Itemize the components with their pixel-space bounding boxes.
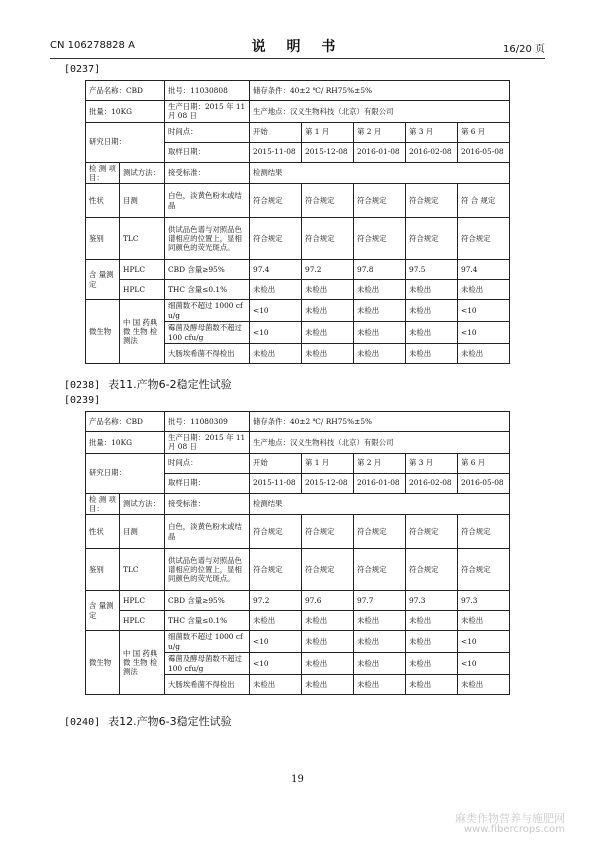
item-microbiology: 微生物 — [86, 631, 120, 695]
result-cell: 97.3 — [406, 591, 458, 611]
method-pharmacopoeia: 中 国 药典 微 生物 检 测法 — [120, 300, 165, 364]
result-cell: 未检出 — [406, 653, 458, 675]
watermark-title: 麻类作物营养与施肥网 — [455, 812, 565, 825]
paragraph-0240 — [64, 713, 232, 729]
watermark-url: www.fibercrops.com — [463, 824, 565, 835]
result-cell: 未检出 — [250, 344, 302, 364]
result-cell: 未检出 — [406, 344, 458, 364]
batch-number: 批号：11030808 — [165, 81, 250, 101]
result-cell: 未检出 — [354, 653, 406, 675]
result-cell: 未检出 — [458, 344, 510, 364]
paragraph-number: [0239] — [64, 395, 101, 406]
criteria-thc: THC 含量≤0.1% — [165, 611, 250, 631]
result-cell: 未检出 — [406, 611, 458, 631]
item-identification: 鉴别 — [86, 218, 120, 260]
criteria-thc: THC 含量≤0.1% — [165, 280, 250, 300]
study-date-label: 研究日期： — [86, 453, 165, 493]
batch-size: 批量：10KG — [86, 101, 165, 123]
result-cell: 未检出 — [458, 675, 510, 695]
result-cell: 未检出 — [354, 280, 406, 300]
criteria-ecoli: 大肠埃希菌不得检出 — [165, 675, 250, 695]
method-visual: 目测 — [120, 515, 165, 549]
result-cell: 97.6 — [302, 591, 354, 611]
method-tlc: TLC — [120, 549, 165, 591]
time-point: 第 1 月 — [302, 122, 354, 142]
result-cell: 未检出 — [354, 611, 406, 631]
method-tlc: TLC — [120, 218, 165, 260]
test-item-header: 检 测 项目： — [86, 162, 120, 184]
storage-conditions: 储存条件：40±2 ℃/ RH75%±5% — [250, 81, 510, 101]
result-cell: 未检出 — [406, 300, 458, 322]
criteria-identification: 供试品色谱与对照品色谱相应的位置上，显相同颜色的荧光斑点。 — [165, 218, 250, 260]
result-cell: 符合规定 — [406, 515, 458, 549]
item-identification: 鉴别 — [86, 549, 120, 591]
result-cell: 符合规定 — [302, 184, 354, 218]
results-header: 检测结果 — [250, 162, 510, 184]
method-hplc: HPLC — [120, 280, 165, 300]
result-cell: <10 — [458, 300, 510, 322]
criteria-header: 接受标准： — [165, 493, 250, 515]
paragraph-0239 — [64, 395, 100, 406]
result-cell: 97.7 — [354, 591, 406, 611]
criteria-header: 接受标准： — [165, 162, 250, 184]
criteria-bacteria: 细菌数不超过 1000 cfu/g — [165, 300, 250, 322]
criteria-mold-yeast: 霉菌及酵母菌数不超过 100 cfu/g — [165, 653, 250, 675]
document-title: 说 明 书 — [251, 39, 344, 55]
result-cell: 未检出 — [302, 300, 354, 322]
result-cell: 未检出 — [250, 280, 302, 300]
batch-size: 批量：10KG — [86, 432, 165, 454]
time-point: 第 1 月 — [302, 453, 354, 473]
result-cell: 97.3 — [458, 591, 510, 611]
result-cell: 97.8 — [354, 260, 406, 280]
results-header: 检测结果 — [250, 493, 510, 515]
method-hplc: HPLC — [120, 260, 165, 280]
paragraph-0237 — [64, 64, 100, 75]
test-item-header: 检 测 项目： — [86, 493, 120, 515]
result-cell: 未检出 — [406, 322, 458, 344]
result-cell: 符合规定 — [302, 515, 354, 549]
item-traits: 性状 — [86, 515, 120, 549]
criteria-cbd: CBD 含量≥95% — [165, 591, 250, 611]
time-point: 开始 — [250, 122, 302, 142]
paragraph-number: [0240] — [64, 717, 101, 728]
result-cell: 未检出 — [458, 611, 510, 631]
result-cell: 97.4 — [250, 260, 302, 280]
time-point: 第 2 月 — [354, 122, 406, 142]
storage-conditions: 储存条件：40±2 ℃/ RH75%±5% — [250, 412, 510, 432]
product-name: 产品名称：CBD — [86, 81, 165, 101]
result-cell: 未检出 — [250, 611, 302, 631]
result-cell: <10 — [458, 631, 510, 653]
result-cell: <10 — [458, 322, 510, 344]
result-cell: 未检出 — [354, 675, 406, 695]
time-point: 第 2 月 — [354, 453, 406, 473]
item-traits: 性状 — [86, 184, 120, 218]
header-rule — [50, 58, 545, 59]
result-cell: 未检出 — [250, 675, 302, 695]
page-header — [50, 34, 545, 56]
page-number: 19 — [291, 774, 304, 785]
sample-date: 2015-11-08 — [250, 473, 302, 493]
result-cell: 未检出 — [302, 631, 354, 653]
result-cell: 符合规定 — [406, 218, 458, 260]
time-point: 第 3 月 — [406, 453, 458, 473]
sample-date: 2016-05-08 — [458, 142, 510, 162]
result-cell: 未检出 — [354, 344, 406, 364]
criteria-mold-yeast: 霉菌及酵母菌数不超过 100 cfu/g — [165, 322, 250, 344]
criteria-ecoli: 大肠埃希菌不得检出 — [165, 344, 250, 364]
paragraph-number: [0238] — [64, 380, 101, 391]
result-cell: 符合规定 — [302, 549, 354, 591]
method-pharmacopoeia: 中 国 药典 微 生物 检 测法 — [120, 631, 165, 695]
result-cell: 未检出 — [354, 300, 406, 322]
method-visual: 目测 — [120, 184, 165, 218]
criteria-identification: 供试品色谱与对照品色谱相应的位置上，显相同颜色的荧光斑点。 — [165, 549, 250, 591]
time-point-label: 时间点： — [165, 453, 250, 473]
stability-table-11 — [85, 80, 510, 364]
result-cell: 未检出 — [406, 631, 458, 653]
sample-date: 2016-05-08 — [458, 473, 510, 493]
result-cell: 符合规定 — [354, 549, 406, 591]
time-point: 开始 — [250, 453, 302, 473]
result-cell: <10 — [250, 300, 302, 322]
method-hplc: HPLC — [120, 611, 165, 631]
stability-table-12 — [85, 411, 510, 695]
criteria-cbd: CBD 含量≥95% — [165, 260, 250, 280]
result-cell: <10 — [250, 631, 302, 653]
product-name: 产品名称：CBD — [86, 412, 165, 432]
result-cell: 未检出 — [302, 611, 354, 631]
result-cell: 97.2 — [302, 260, 354, 280]
batch-number: 批号：11080309 — [165, 412, 250, 432]
result-cell: 符合规定 — [406, 549, 458, 591]
time-point: 第 6 月 — [458, 122, 510, 142]
sample-date: 2016-02-08 — [406, 473, 458, 493]
time-point: 第 6 月 — [458, 453, 510, 473]
test-method-header: 测试方法： — [120, 493, 165, 515]
item-microbiology: 微生物 — [86, 300, 120, 364]
publication-number: CN 106278828 A — [50, 40, 135, 51]
result-cell: 符合规定 — [458, 218, 510, 260]
item-content: 含 量测定 — [86, 260, 120, 300]
result-cell: 未检出 — [354, 631, 406, 653]
table-caption: 表11.产物6-2稳定性试验 — [108, 378, 232, 391]
production-site: 生产地点：汉义生物科技（北京）有限公司 — [250, 432, 510, 454]
criteria-traits: 白色，淡黄色粉末或结晶 — [165, 184, 250, 218]
result-cell: 符合规定 — [302, 218, 354, 260]
result-cell: <10 — [250, 322, 302, 344]
result-cell: 符合规定 — [250, 515, 302, 549]
result-cell: 97.5 — [406, 260, 458, 280]
time-point-label: 时间点： — [165, 122, 250, 142]
result-cell: 97.2 — [250, 591, 302, 611]
result-cell: 符 合 规定 — [458, 184, 510, 218]
result-cell: 符合规定 — [458, 549, 510, 591]
method-hplc: HPLC — [120, 591, 165, 611]
result-cell: 符合规定 — [354, 218, 406, 260]
result-cell: 符合规定 — [250, 549, 302, 591]
result-cell: 符合规定 — [458, 515, 510, 549]
page-count: 16/20 页 — [503, 44, 545, 55]
criteria-traits: 白色，淡黄色粉末或结晶 — [165, 515, 250, 549]
sample-date: 2016-01-08 — [354, 473, 406, 493]
sample-date: 2015-12-08 — [302, 142, 354, 162]
sample-date: 2016-02-08 — [406, 142, 458, 162]
study-date-label: 研究日期： — [86, 122, 165, 162]
sample-date: 2015-12-08 — [302, 473, 354, 493]
result-cell: 未检出 — [458, 280, 510, 300]
result-cell: 符合规定 — [354, 515, 406, 549]
result-cell: 未检出 — [302, 653, 354, 675]
sample-date-label: 取样日期： — [165, 473, 250, 493]
result-cell: 未检出 — [406, 675, 458, 695]
sample-date-label: 取样日期： — [165, 142, 250, 162]
sample-date: 2015-11-08 — [250, 142, 302, 162]
result-cell: 未检出 — [302, 344, 354, 364]
result-cell: 97.4 — [458, 260, 510, 280]
time-point: 第 3 月 — [406, 122, 458, 142]
result-cell: 未检出 — [302, 322, 354, 344]
test-method-header: 测试方法： — [120, 162, 165, 184]
result-cell: 未检出 — [406, 280, 458, 300]
production-date: 生产日期：2015 年 11 月 08 日 — [165, 101, 250, 123]
sample-date: 2016-01-08 — [354, 142, 406, 162]
result-cell: 符合规定 — [354, 184, 406, 218]
item-content: 含 量测定 — [86, 591, 120, 631]
result-cell: 符合规定 — [406, 184, 458, 218]
paragraph-number: [0237] — [64, 64, 101, 75]
result-cell: 符合规定 — [250, 184, 302, 218]
paragraph-0238 — [64, 376, 232, 392]
result-cell: 未检出 — [302, 280, 354, 300]
result-cell: 未检出 — [302, 675, 354, 695]
production-date: 生产日期：2015 年 11 月 08 日 — [165, 432, 250, 454]
criteria-bacteria: 细菌数不超过 1000 cfu/g — [165, 631, 250, 653]
result-cell: <10 — [250, 653, 302, 675]
result-cell: 符合规定 — [250, 218, 302, 260]
table-caption: 表12.产物6-3稳定性试验 — [108, 715, 232, 728]
result-cell: <10 — [458, 653, 510, 675]
result-cell: 未检出 — [354, 322, 406, 344]
production-site: 生产地点：汉义生物科技（北京）有限公司 — [250, 101, 510, 123]
